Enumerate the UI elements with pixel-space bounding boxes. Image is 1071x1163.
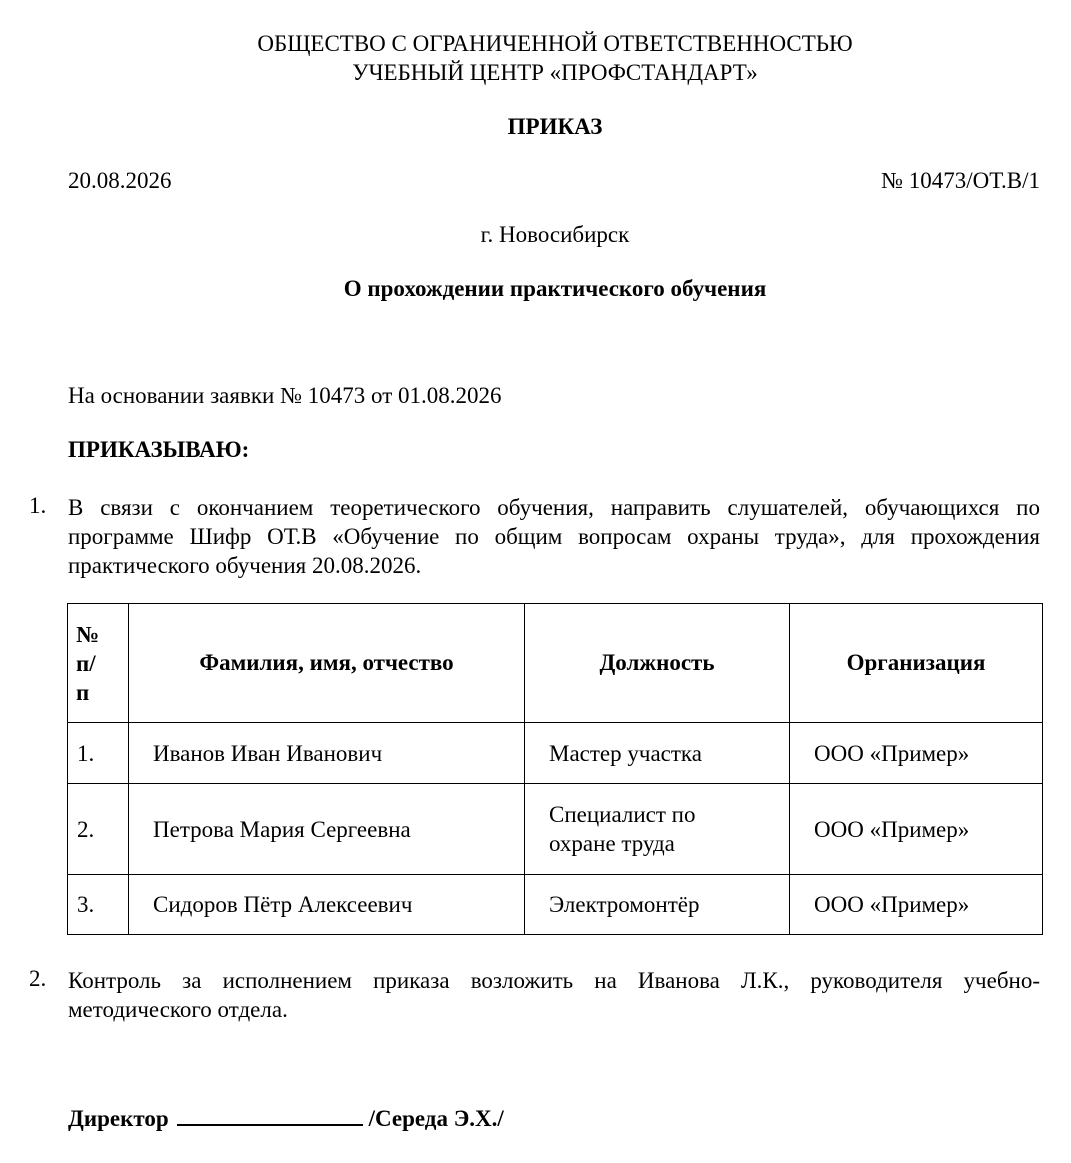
column-header-organization: Организация <box>790 604 1043 723</box>
row-organization: ООО «Пример» <box>790 784 1043 875</box>
order-item-number: 2. <box>29 966 47 991</box>
signature-block <box>68 1106 504 1132</box>
organization-name-line2: УЧЕБНЫЙ ЦЕНТР «ПРОФСТАНДАРТ» <box>352 60 758 85</box>
row-full-name: Иванов Иван Иванович <box>129 723 525 784</box>
document-city: г. Новосибирск <box>480 222 630 247</box>
order-item-text: Контроль за исполнением приказа возложить на Иванова Л.К., руководителя учебно-методического отдела. <box>68 968 1040 1022</box>
row-position <box>525 784 790 875</box>
document-number: № 10473/ОТ.В/1 <box>881 168 1040 193</box>
column-header-name: Фамилия, имя, отчество <box>129 604 525 723</box>
table-row <box>68 875 1043 935</box>
document-date: 20.08.2026 <box>68 168 172 193</box>
organization-name-line1: ОБЩЕСТВО С ОГРАНИЧЕННОЙ ОТВЕТСТВЕННОСТЬЮ <box>257 31 853 56</box>
row-organization: ООО «Пример» <box>790 723 1043 784</box>
row-position <box>525 723 790 784</box>
row-full-name: Петрова Мария Сергеевна <box>129 784 525 875</box>
table-header-row <box>68 604 1043 723</box>
document-subject: О прохождении практического обучения <box>343 276 767 301</box>
column-header-position: Должность <box>525 604 790 723</box>
signature-name: /Середа Э.Х./ <box>368 1106 504 1131</box>
row-position-line2: охране труда <box>549 831 675 856</box>
row-number: 3. <box>68 875 129 935</box>
column-header-number <box>68 604 129 723</box>
column-header-number-line3: п <box>76 679 90 705</box>
row-position-line1: Мастер участка <box>549 740 702 766</box>
table-row <box>68 784 1043 875</box>
column-header-number-line1: № <box>76 621 100 647</box>
row-full-name: Сидоров Пётр Алексеевич <box>129 875 525 935</box>
students-table <box>67 603 1043 935</box>
organization-header <box>0 29 1071 87</box>
order-item-text: В связи с окончанием теоретического обучения, направить слушателей, обучающихся по программе Шифр ОТ.В «Обучение по общим вопросам охраны труда», для прохождения практического обучения 20.08.2026. <box>68 495 1040 578</box>
order-item-number: 1. <box>29 493 47 518</box>
column-header-number-line2: п/ <box>76 650 96 676</box>
signature-title: Директор <box>68 1106 169 1131</box>
table-row <box>68 723 1043 784</box>
row-position-line1: Специалист по <box>549 802 696 827</box>
document-title: ПРИКАЗ <box>507 114 603 139</box>
row-position <box>525 875 790 935</box>
order-heading: ПРИКАЗЫВАЮ: <box>68 437 250 462</box>
row-organization: ООО «Пример» <box>790 875 1043 935</box>
basis-statement: На основании заявки № 10473 от 01.08.2026 <box>68 383 502 408</box>
row-number: 2. <box>68 784 129 875</box>
row-position-line1: Электромонтёр <box>549 892 700 917</box>
signature-line <box>177 1106 363 1126</box>
row-number: 1. <box>68 723 129 784</box>
